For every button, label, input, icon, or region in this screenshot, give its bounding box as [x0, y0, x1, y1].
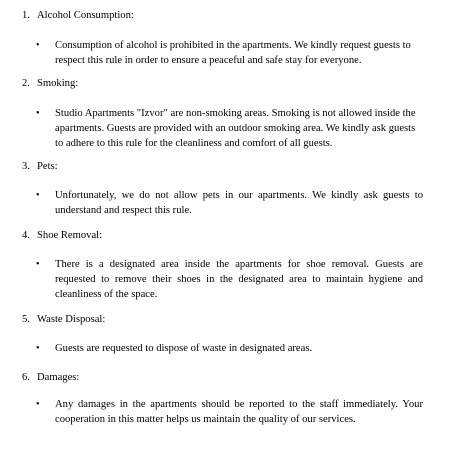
rule-title: Damages: [37, 372, 80, 383]
bullet-icon: • [36, 343, 40, 354]
rule-description: Studio Apartments "Izvor" are non-smoking areas. Smoking is not allowed inside the apartments. Guests are provided with an outdoor smoking area. We kindly ask guests to adhere to this rule for the cleanliness and comfort of all guests. [55, 108, 416, 149]
rule-number: 5. [22, 314, 30, 325]
rule-heading [22, 228, 102, 243]
rule-number: 2. [22, 78, 30, 89]
bullet-icon: • [36, 399, 40, 410]
bullet-icon: • [36, 259, 40, 270]
rule-heading [22, 370, 79, 385]
rule-title: Shoe Removal: [37, 230, 103, 241]
rule-title: Pets: [37, 161, 58, 172]
rule-number: 6. [22, 372, 30, 383]
rule-heading [22, 8, 134, 23]
rule-title: Alcohol Consumption: [37, 10, 134, 21]
rule-heading [22, 76, 78, 91]
rule-description: Unfortunately, we do not allow pets in our apartments. We kindly ask guests to understand and respect this rule. [55, 190, 423, 216]
rule-number: 1. [22, 10, 30, 21]
rule-description: Guests are requested to dispose of waste in designated areas. [55, 343, 313, 354]
rule-number: 4. [22, 230, 30, 241]
rule-title: Waste Disposal: [37, 314, 106, 325]
rule-description: Consumption of alcohol is prohibited in the apartments. We kindly request guests to respect this rule in order to ensure a peaceful and safe stay for everyone. [55, 40, 411, 66]
rule-number: 3. [22, 161, 30, 172]
rule-heading [22, 312, 105, 327]
rule-description: There is a designated area inside the apartments for shoe removal. Guests are requested to remove their shoes in the designated area to maintain hygiene and cleanliness of the space. [55, 259, 423, 300]
bullet-icon: • [36, 108, 40, 119]
bullet-icon: • [36, 40, 40, 51]
bullet-icon: • [36, 190, 40, 201]
rule-description: Any damages in the apartments should be reported to the staff immediately. Your cooperation in this matter helps us maintain the quality of our services. [55, 399, 423, 425]
rule-title: Smoking: [37, 78, 79, 89]
rule-heading [22, 159, 58, 174]
